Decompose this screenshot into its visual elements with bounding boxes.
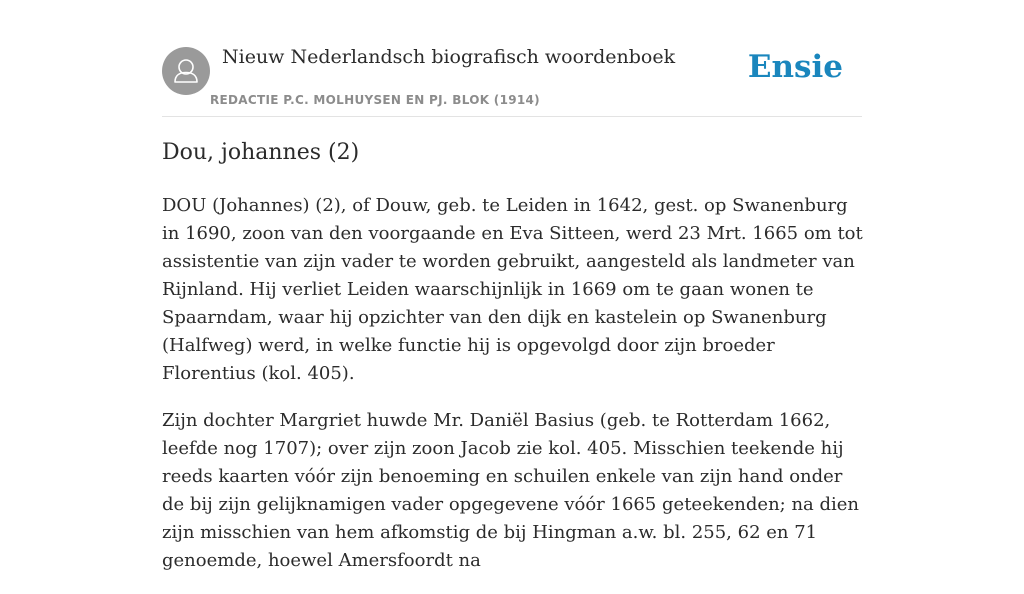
user-icon (162, 47, 210, 95)
avatar[interactable] (162, 47, 210, 95)
editors-subtitle: REDACTIE P.C. MOLHUYSEN EN PJ. BLOK (1914) (210, 93, 540, 107)
entry-paragraph: DOU (Johannes) (2), of Douw, geb. te Leiden in 1642, gest. op Swanenburg in 1690, zoon van den voorgaande en Eva Sitteen, werd 23 Mrt. 1665 om tot assistentie van zijn vader te worden gebruikt, aangesteld als landmeter van Rijnland. Hij verliet Leiden waarschijnlijk in 1669 om te gaan wonen te Spaarndam, waar hij opzichter van den dijk en kastelein op Swanenburg (Halfweg) werd, in welke functie hij is opgevolgd door zijn broeder Florentius (kol. 405). (162, 195, 863, 384)
book-title[interactable]: Nieuw Nederlandsch biografisch woordenboek (222, 46, 676, 68)
header (162, 40, 862, 117)
entry-content (162, 192, 864, 594)
entry-title: Dou, johannes (2) (162, 140, 360, 165)
entry-paragraph: Zijn dochter Margriet huwde Mr. Daniël Basius (geb. te Rotterdam 1662, leefde nog 1707); over zijn zoon Jacob zie kol. 405. Misschien teekende hij reeds kaarten vóór zijn benoeming en schuilen enkele van zijn hand onder de bij zijn gelijknamigen vader opgegevene vóór 1665 geteekenden; na dien zijn misschien van hem afkomstig de bij Hingman a.w. bl. 255, 62 en 71 genoemde, hoewel Amersfoordt na (162, 410, 860, 571)
brand-logo[interactable]: Ensie (747, 49, 843, 85)
